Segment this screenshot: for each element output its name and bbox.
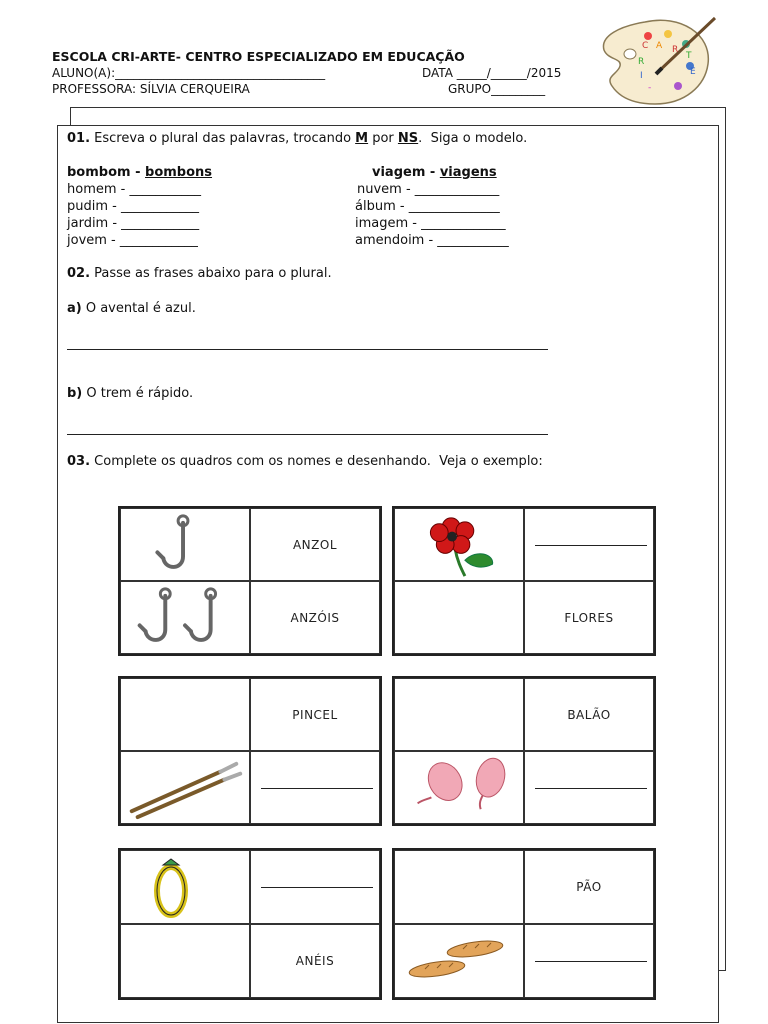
question-3-number: 03. — [67, 454, 91, 469]
sentence-a-text: O avental é azul. — [81, 301, 196, 316]
answer-cell-anel[interactable] — [250, 850, 380, 924]
word-cell-pao — [524, 850, 654, 924]
logo-letter-a: A — [656, 41, 663, 51]
fish-hooks-icon — [121, 582, 249, 653]
answer-cell-baloes[interactable] — [524, 751, 654, 824]
q1-text-c: . Siga o modelo. — [418, 131, 528, 146]
question-2-instruction — [67, 266, 332, 282]
model-left-answer: bombons — [145, 165, 213, 180]
word-item-right-1[interactable]: nuvem - _____________ — [357, 182, 500, 197]
sentence-b-text: O trem é rápido. — [82, 386, 194, 401]
draw-cell-balao[interactable] — [394, 678, 524, 751]
q1-text-a: Escreva o plural das palavras, trocando — [90, 131, 356, 146]
sentence-a-label: a) — [67, 301, 82, 316]
question-3-instruction — [67, 454, 543, 470]
q1-text-b: por — [368, 131, 398, 146]
word-cell-flores — [524, 581, 654, 654]
answer-line-flor[interactable] — [535, 545, 647, 546]
teacher-name: PROFESSORA: SÍLVIA CERQUEIRA — [52, 82, 250, 96]
ring-icon — [121, 851, 249, 923]
group-field: GRUPO_________ — [448, 82, 546, 96]
sentence-b-label: b) — [67, 386, 83, 401]
cri-arte-palette-logo — [590, 14, 720, 109]
answer-cell-flor[interactable] — [524, 508, 654, 581]
answer-cell-paes[interactable] — [524, 924, 654, 998]
box-anel — [118, 848, 382, 1000]
fish-hook-icon — [121, 509, 249, 580]
letter-m: M — [355, 131, 369, 146]
word-item-right-3[interactable]: imagem - _____________ — [355, 216, 506, 231]
answer-cell-pinceis[interactable] — [250, 751, 380, 824]
model-right-word: viagem - — [372, 165, 440, 180]
answer-line-paes[interactable] — [535, 961, 647, 962]
hook-picture-cell — [120, 508, 250, 581]
student-field: ALUNO(A):___________________________________ — [52, 66, 326, 80]
balloons-icon — [395, 752, 523, 823]
question-1-number: 01. — [67, 131, 91, 146]
model-left — [67, 165, 212, 181]
word-aneis: ANÉIS — [295, 954, 335, 968]
word-item-left-2[interactable]: pudim - ____________ — [67, 199, 199, 214]
model-right — [372, 165, 497, 181]
word-pincel: PINCEL — [292, 707, 338, 722]
logo-letter-dash: - — [648, 83, 652, 93]
answer-line-a[interactable] — [67, 349, 548, 350]
question-2-number: 02. — [67, 266, 91, 281]
word-flores: FLORES — [564, 610, 614, 625]
answer-line-baloes[interactable] — [535, 788, 647, 789]
date-field: DATA _____/______/2015 — [422, 66, 562, 80]
bread-loaves-icon — [395, 925, 523, 997]
ring-picture-cell — [120, 850, 250, 924]
word-cell-pincel — [250, 678, 380, 751]
hooks-picture-cell — [120, 581, 250, 654]
word-item-left-3[interactable]: jardim - ____________ — [67, 216, 200, 231]
q3-text: Complete os quadros com os nomes e desenhando. Veja o exemplo: — [90, 454, 543, 469]
logo-letter-c: C — [642, 41, 649, 51]
flower-icon — [395, 509, 523, 580]
box-flor — [392, 506, 656, 656]
word-cell-anzois — [250, 581, 380, 654]
word-item-right-4[interactable]: amendoim - ___________ — [355, 233, 509, 248]
logo-letter-r: R — [638, 57, 645, 67]
paintbrushes-icon — [121, 752, 249, 823]
box-pincel — [118, 676, 382, 826]
word-item-left-1[interactable]: homem - ___________ — [67, 182, 201, 197]
answer-line-pinceis[interactable] — [261, 788, 373, 789]
answer-line-anel[interactable] — [261, 887, 373, 888]
flower-picture-cell — [394, 508, 524, 581]
word-cell-aneis — [250, 924, 380, 998]
q2-text: Passe as frases abaixo para o plural. — [90, 266, 332, 281]
brushes-picture-cell — [120, 751, 250, 824]
logo-letter-r2: R — [672, 45, 679, 55]
bread-picture-cell — [394, 924, 524, 998]
logo-letter-t: T — [686, 51, 692, 61]
word-balao: BALÃO — [567, 707, 611, 722]
word-cell-anzol — [250, 508, 380, 581]
draw-cell-aneis[interactable] — [120, 924, 250, 998]
box-anzol — [118, 506, 382, 656]
word-item-right-2[interactable]: álbum - ______________ — [355, 199, 500, 214]
logo-letter-e: E — [690, 67, 696, 77]
box-balao — [392, 676, 656, 826]
word-anzol: ANZOL — [292, 537, 338, 552]
logo-letter-i: I — [640, 71, 643, 81]
word-cell-balao — [524, 678, 654, 751]
answer-line-b[interactable] — [67, 434, 548, 435]
word-anzois: ANZÓIS — [290, 610, 340, 625]
draw-cell-pao[interactable] — [394, 850, 524, 924]
balloons-picture-cell — [394, 751, 524, 824]
draw-cell-flores[interactable] — [394, 581, 524, 654]
school-name: ESCOLA CRI-ARTE- CENTRO ESPECIALIZADO EM EDUCAÇÃO — [52, 49, 465, 64]
box-pao — [392, 848, 656, 1000]
word-pao: PÃO — [576, 880, 602, 894]
question-1-instruction — [67, 131, 527, 147]
letters-ns: NS — [397, 131, 419, 146]
sentence-b — [67, 386, 193, 402]
model-right-answer: viagens — [439, 165, 497, 180]
model-left-word: bombom - — [67, 165, 146, 180]
draw-cell-pincel[interactable] — [120, 678, 250, 751]
sentence-a — [67, 301, 196, 317]
word-item-left-4[interactable]: jovem - ____________ — [67, 233, 198, 248]
